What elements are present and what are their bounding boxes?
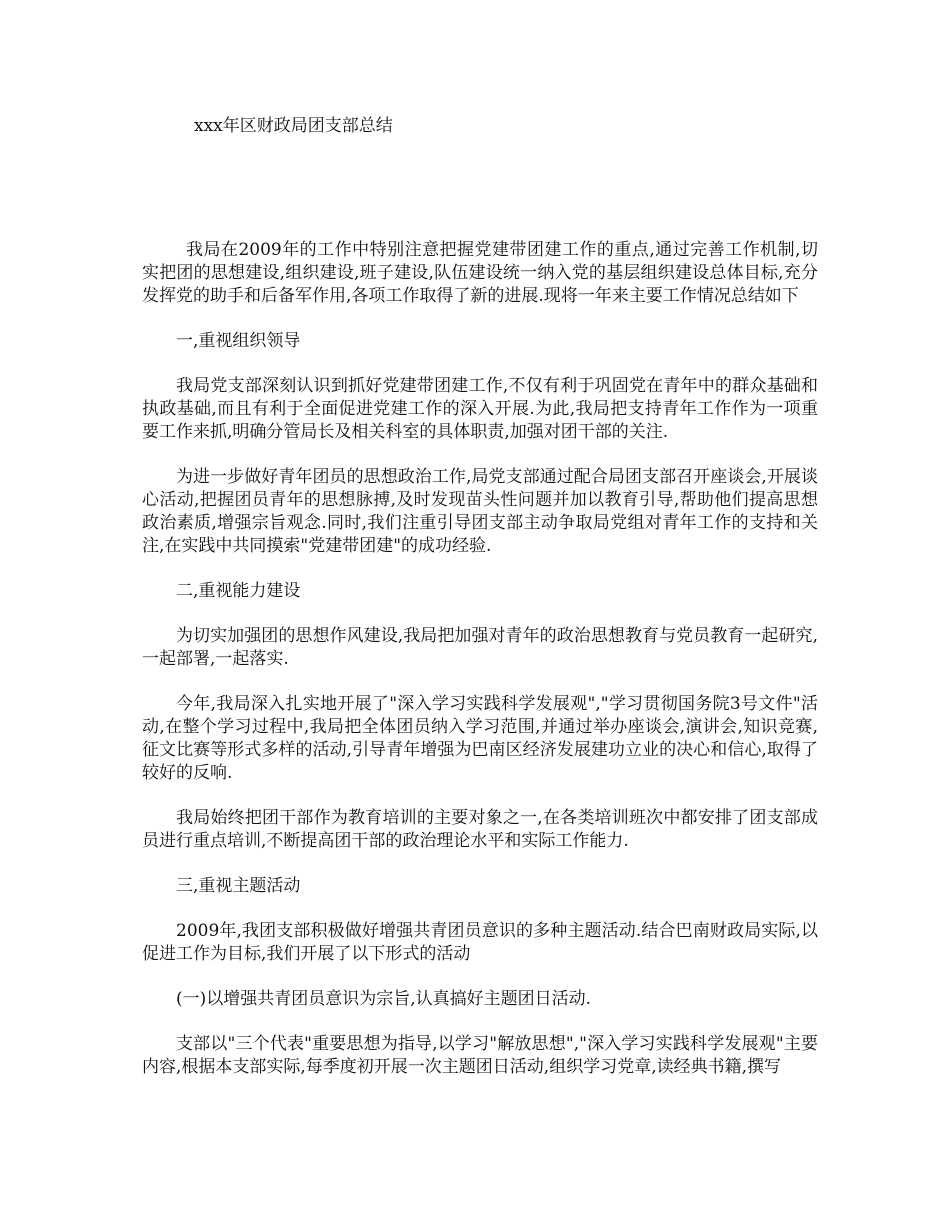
- section-heading-3: 三,重视主题活动: [176, 876, 301, 896]
- document-body: [142, 239, 818, 1101]
- paragraph: 为进一步做好青年团员的思想政治工作,局党支部通过配合局团支部召开座谈会,开展谈心活动,把握团员青年的思想脉搏,及时发现苗头性问题并加以教育引导,帮助他们提高思想政治素质,增强宗旨观念.同时,我们注重引导团支部主动争取局党组对青年工作的支持和关注,在实践中共同摸索"党建带团建"的成功经验.: [142, 467, 818, 556]
- paragraph-intro: 我局在2009年的工作中特别注意把握党建带团建工作的重点,通过完善工作机制,切实把团的思想建设,组织建设,班子建设,队伍建设统一纳入党的基层组织建设总体目标,充分发挥党的助手和后备军作用,各项工作取得了新的进展.现将一年来主要工作情况总结如下: [142, 240, 818, 306]
- subsection-heading-1: (一)以增强共青团员意识为宗旨,认真搞好主题团日活动.: [176, 989, 592, 1009]
- paragraph: 我局党支部深刻认识到抓好党建带团建工作,不仅有利于巩固党在青年中的群众基础和执政基础,而且有利于全面促进党建工作的深入开展.为此,我局把支持青年工作作为一项重要工作来抓,明确分管局长及相关科室的具体职责,加强对团干部的关注.: [142, 376, 818, 442]
- paragraph: 我局始终把团干部作为教育培训的主要对象之一,在各类培训班次中都安排了团支部成员进行重点培训,不断提高团干部的政治理论水平和实际工作能力.: [142, 808, 818, 851]
- paragraph: 支部以"三个代表"重要思想为指导,以学习"解放思想","深入学习实践科学发展观"主要内容,根据本支部实际,每季度初开展一次主题团日活动,组织学习党章,读经典书籍,撰写: [142, 1034, 818, 1077]
- paragraph: 为切实加强团的思想作风建设,我局把加强对青年的政治思想教育与党员教育一起研究,一起部署,一起落实.: [142, 626, 818, 669]
- section-heading-2: 二,重视能力建设: [176, 581, 301, 601]
- section-heading-1: 一,重视组织领导: [176, 331, 301, 351]
- paragraph: 今年,我局深入扎实地开展了"深入学习实践科学发展观","学习贯彻国务院3号文件"活动,在整个学习过程中,我局把全体团员纳入学习范围,并通过举办座谈会,演讲会,知识竞赛,征文比赛等形式多样的活动,引导青年增强为巴南区经济发展建功立业的决心和信心,取得了较好的反响.: [142, 694, 818, 783]
- paragraph: 2009年,我团支部积极做好增强共青团员意识的多种主题活动.结合巴南财政局实际,以促进工作为目标,我们开展了以下形式的活动: [142, 921, 818, 964]
- document-title: xxx年区财政局团支部总结: [194, 116, 393, 136]
